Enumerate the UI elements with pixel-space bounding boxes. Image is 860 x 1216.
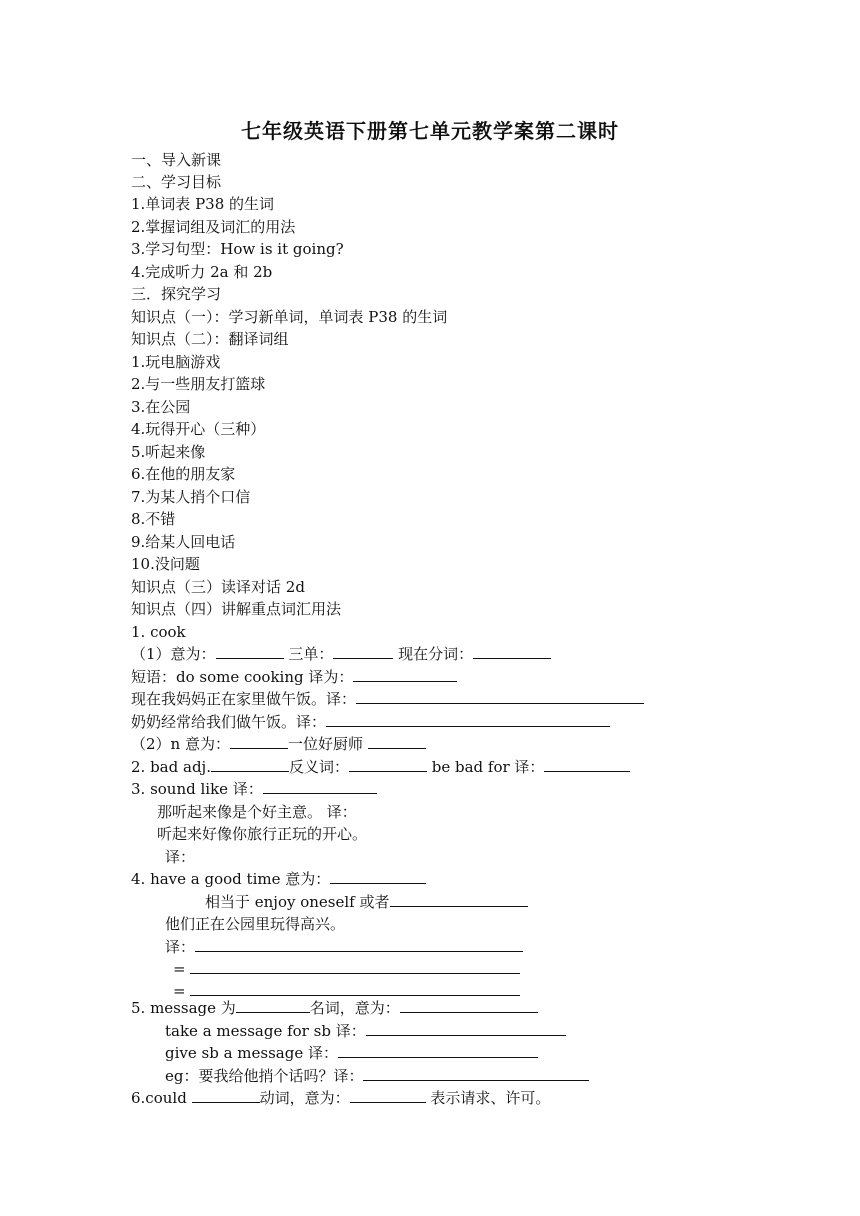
phrase-item: 8.不错 bbox=[131, 510, 176, 528]
vocab-heading-message bbox=[131, 998, 538, 1020]
label: 名词，意为： bbox=[309, 999, 400, 1017]
label: 现在我妈妈正在家里做午饭。译： bbox=[131, 690, 357, 708]
cook-phrase-line bbox=[131, 667, 457, 689]
answer-blank[interactable] bbox=[366, 1021, 566, 1036]
phrase-item: 9.给某人回电话 bbox=[131, 533, 236, 551]
answer-blank[interactable] bbox=[349, 757, 427, 772]
label: （1）意为： bbox=[131, 645, 216, 663]
goal-item: 3.学习句型：How is it going? bbox=[131, 240, 344, 258]
phrase-item: 2.与一些朋友打篮球 bbox=[131, 375, 266, 393]
label: = bbox=[173, 960, 191, 978]
answer-blank[interactable] bbox=[368, 734, 426, 749]
goal-item: 4.完成听力 2a 和 2b bbox=[131, 263, 273, 281]
answer-blank[interactable] bbox=[353, 667, 457, 682]
label: 一位好厨师 bbox=[287, 735, 368, 753]
knowledge-point: 知识点（四）讲解重点词汇用法 bbox=[131, 600, 342, 618]
message-give-line bbox=[165, 1043, 538, 1065]
label: 反义词： bbox=[288, 758, 349, 776]
answer-blank[interactable] bbox=[190, 959, 520, 974]
section-explore: 三．探究学习 bbox=[131, 285, 222, 303]
label: 3. sound like 译： bbox=[131, 780, 263, 798]
knowledge-point: 知识点（一）：学习新单词，单词表 P38 的生词 bbox=[131, 308, 448, 326]
page-title: 七年级英语下册第七单元教学案第二课时 bbox=[241, 119, 619, 143]
answer-blank[interactable] bbox=[330, 869, 426, 884]
phrase-item: 5.听起来像 bbox=[131, 443, 206, 461]
phrase-item: 1.玩电脑游戏 bbox=[131, 353, 221, 371]
answer-blank[interactable] bbox=[192, 1088, 260, 1103]
label: 三单： bbox=[283, 645, 334, 663]
answer-blank[interactable] bbox=[333, 644, 393, 659]
label: 表示请求、许可。 bbox=[425, 1089, 551, 1107]
label: 6.could bbox=[131, 1089, 192, 1107]
translate-label: 译： bbox=[165, 848, 196, 866]
label: 奶奶经常给我们做午饭。译： bbox=[131, 713, 327, 731]
knowledge-point: 知识点（二）：翻译词组 bbox=[131, 330, 289, 348]
answer-blank[interactable] bbox=[263, 779, 377, 794]
answer-blank[interactable] bbox=[473, 644, 551, 659]
have-equivalent-line bbox=[205, 892, 528, 914]
label: = bbox=[173, 982, 191, 1000]
cook-noun-line bbox=[131, 734, 426, 756]
label: 动词，意为： bbox=[259, 1089, 350, 1107]
goal-item: 1.单词表 P38 的生词 bbox=[131, 195, 275, 213]
phrase-item: 3.在公园 bbox=[131, 398, 191, 416]
message-take-line bbox=[165, 1021, 566, 1043]
answer-blank[interactable] bbox=[230, 734, 288, 749]
answer-blank[interactable] bbox=[356, 689, 644, 704]
label: 5. message 为 bbox=[131, 999, 236, 1017]
cook-meaning-line bbox=[131, 644, 551, 666]
section-intro: 一、导入新课 bbox=[131, 151, 222, 169]
label: be bad for 译： bbox=[426, 758, 545, 776]
answer-blank[interactable] bbox=[326, 712, 610, 727]
answer-blank[interactable] bbox=[195, 937, 523, 952]
vocab-line-bad bbox=[131, 757, 630, 779]
knowledge-point: 知识点（三）读译对话 2d bbox=[131, 578, 305, 596]
sound-example: 听起来好像你旅行正玩的开心。 bbox=[157, 825, 368, 843]
label: 短语：do some cooking 译为： bbox=[131, 668, 354, 686]
answer-blank[interactable] bbox=[236, 998, 310, 1013]
vocab-heading-have-a-good-time bbox=[131, 869, 426, 891]
phrase-item: 4.玩得开心（三种） bbox=[131, 420, 266, 438]
answer-blank[interactable] bbox=[190, 981, 520, 996]
cook-example-line bbox=[131, 712, 610, 734]
have-translate-line bbox=[165, 937, 523, 959]
answer-blank[interactable] bbox=[350, 1088, 426, 1103]
label: 4. have a good time 意为： bbox=[131, 870, 331, 888]
label: 相当于 enjoy oneself 或者 bbox=[205, 893, 390, 911]
message-example-line bbox=[165, 1066, 589, 1088]
phrase-item: 10.没问题 bbox=[131, 555, 200, 573]
answer-blank[interactable] bbox=[400, 998, 538, 1013]
label: 译： bbox=[165, 938, 196, 956]
vocab-heading-could bbox=[131, 1088, 550, 1110]
have-example: 他们正在公园里玩得高兴。 bbox=[165, 915, 346, 933]
label: 2. bad adj. bbox=[131, 758, 211, 776]
answer-blank[interactable] bbox=[363, 1066, 589, 1081]
label: 现在分词： bbox=[393, 645, 474, 663]
phrase-item: 6.在他的朋友家 bbox=[131, 465, 236, 483]
goal-item: 2.掌握词组及词汇的用法 bbox=[131, 218, 296, 236]
have-equals-line bbox=[173, 959, 520, 981]
answer-blank[interactable] bbox=[216, 644, 284, 659]
section-goals: 二、学习目标 bbox=[131, 173, 222, 191]
phrase-item: 7.为某人捎个口信 bbox=[131, 488, 251, 506]
answer-blank[interactable] bbox=[390, 892, 528, 907]
label: give sb a message 译： bbox=[165, 1044, 338, 1062]
cook-example-line bbox=[131, 689, 644, 711]
label: take a message for sb 译： bbox=[165, 1022, 366, 1040]
answer-blank[interactable] bbox=[211, 757, 289, 772]
label: eg：要我给他捎个话吗？译： bbox=[165, 1067, 364, 1085]
answer-blank[interactable] bbox=[338, 1043, 538, 1058]
vocab-heading-cook: 1. cook bbox=[131, 623, 186, 641]
answer-blank[interactable] bbox=[544, 757, 630, 772]
label: （2）n 意为： bbox=[131, 735, 230, 753]
vocab-heading-sound-like bbox=[131, 779, 377, 801]
sound-example: 那听起来像是个好主意。 译： bbox=[157, 803, 357, 821]
